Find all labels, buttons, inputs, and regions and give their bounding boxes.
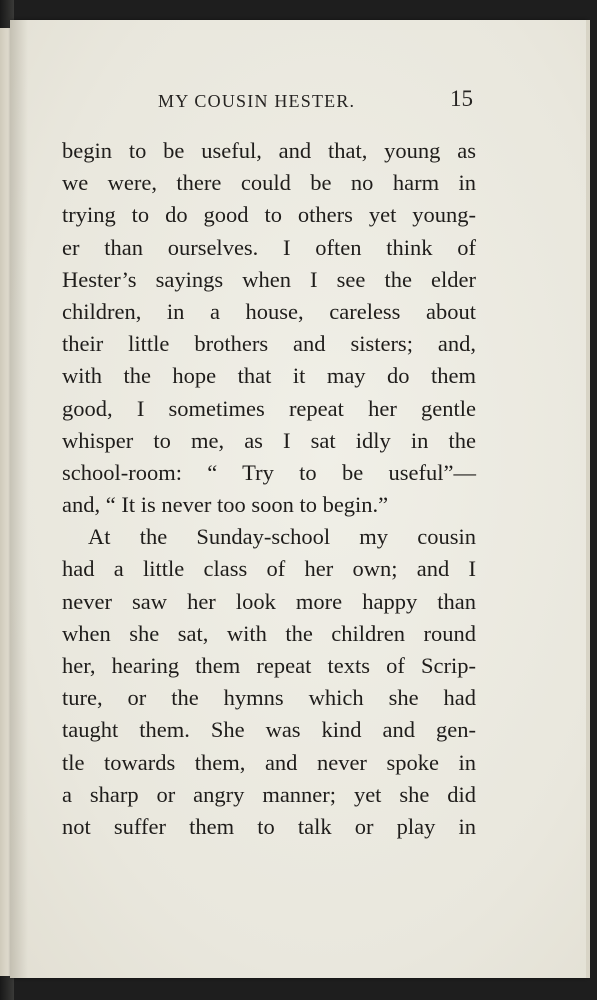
text-line: children, in a house, careless about [62,298,476,324]
text-line: and, “ It is never too soon to begin.” [62,492,389,518]
text-line: their little brothers and sisters; and, [62,331,476,357]
text-line: when she sat, with the children round [62,620,476,646]
text-line: whisper to me, as I sat idly in the [62,427,476,453]
text-line: taught them. She was kind and gen- [62,717,476,743]
text-line: er than ourselves. I often think of [62,234,476,260]
text-line: we were, there could be no harm in [62,170,476,196]
page-fore-edge [586,20,590,978]
text-line: Hester’s sayings when I see the elder [62,266,476,292]
text-line: begin to be useful, and that, young as [62,138,476,163]
text-line: At the Sunday-school my cousin [88,524,476,550]
page-number: 15 [450,86,473,111]
running-title: MY COUSIN HESTER. [158,91,356,111]
text-line: her, hearing them repeat texts of Scrip- [62,653,476,678]
text-line: had a little class of her own; and I [62,556,476,582]
text-line: school-room: “ Try to be useful”— [62,459,476,485]
text-line: with the hope that it may do them [62,363,476,389]
text-line: good, I sometimes repeat her gentle [62,395,476,421]
text-line: ture, or the hymns which she had [62,685,476,711]
body-text [62,135,476,843]
book-page [10,20,586,978]
text-line: tle towards them, and never spoke in [62,749,476,775]
text-line: not suffer them to talk or play in [62,813,476,839]
text-line: a sharp or angry manner; yet she did [62,781,476,807]
text-line: never saw her look more happy than [62,588,476,614]
text-line: trying to do good to others yet young- [62,202,476,228]
page-gutter-shadow [10,20,28,978]
